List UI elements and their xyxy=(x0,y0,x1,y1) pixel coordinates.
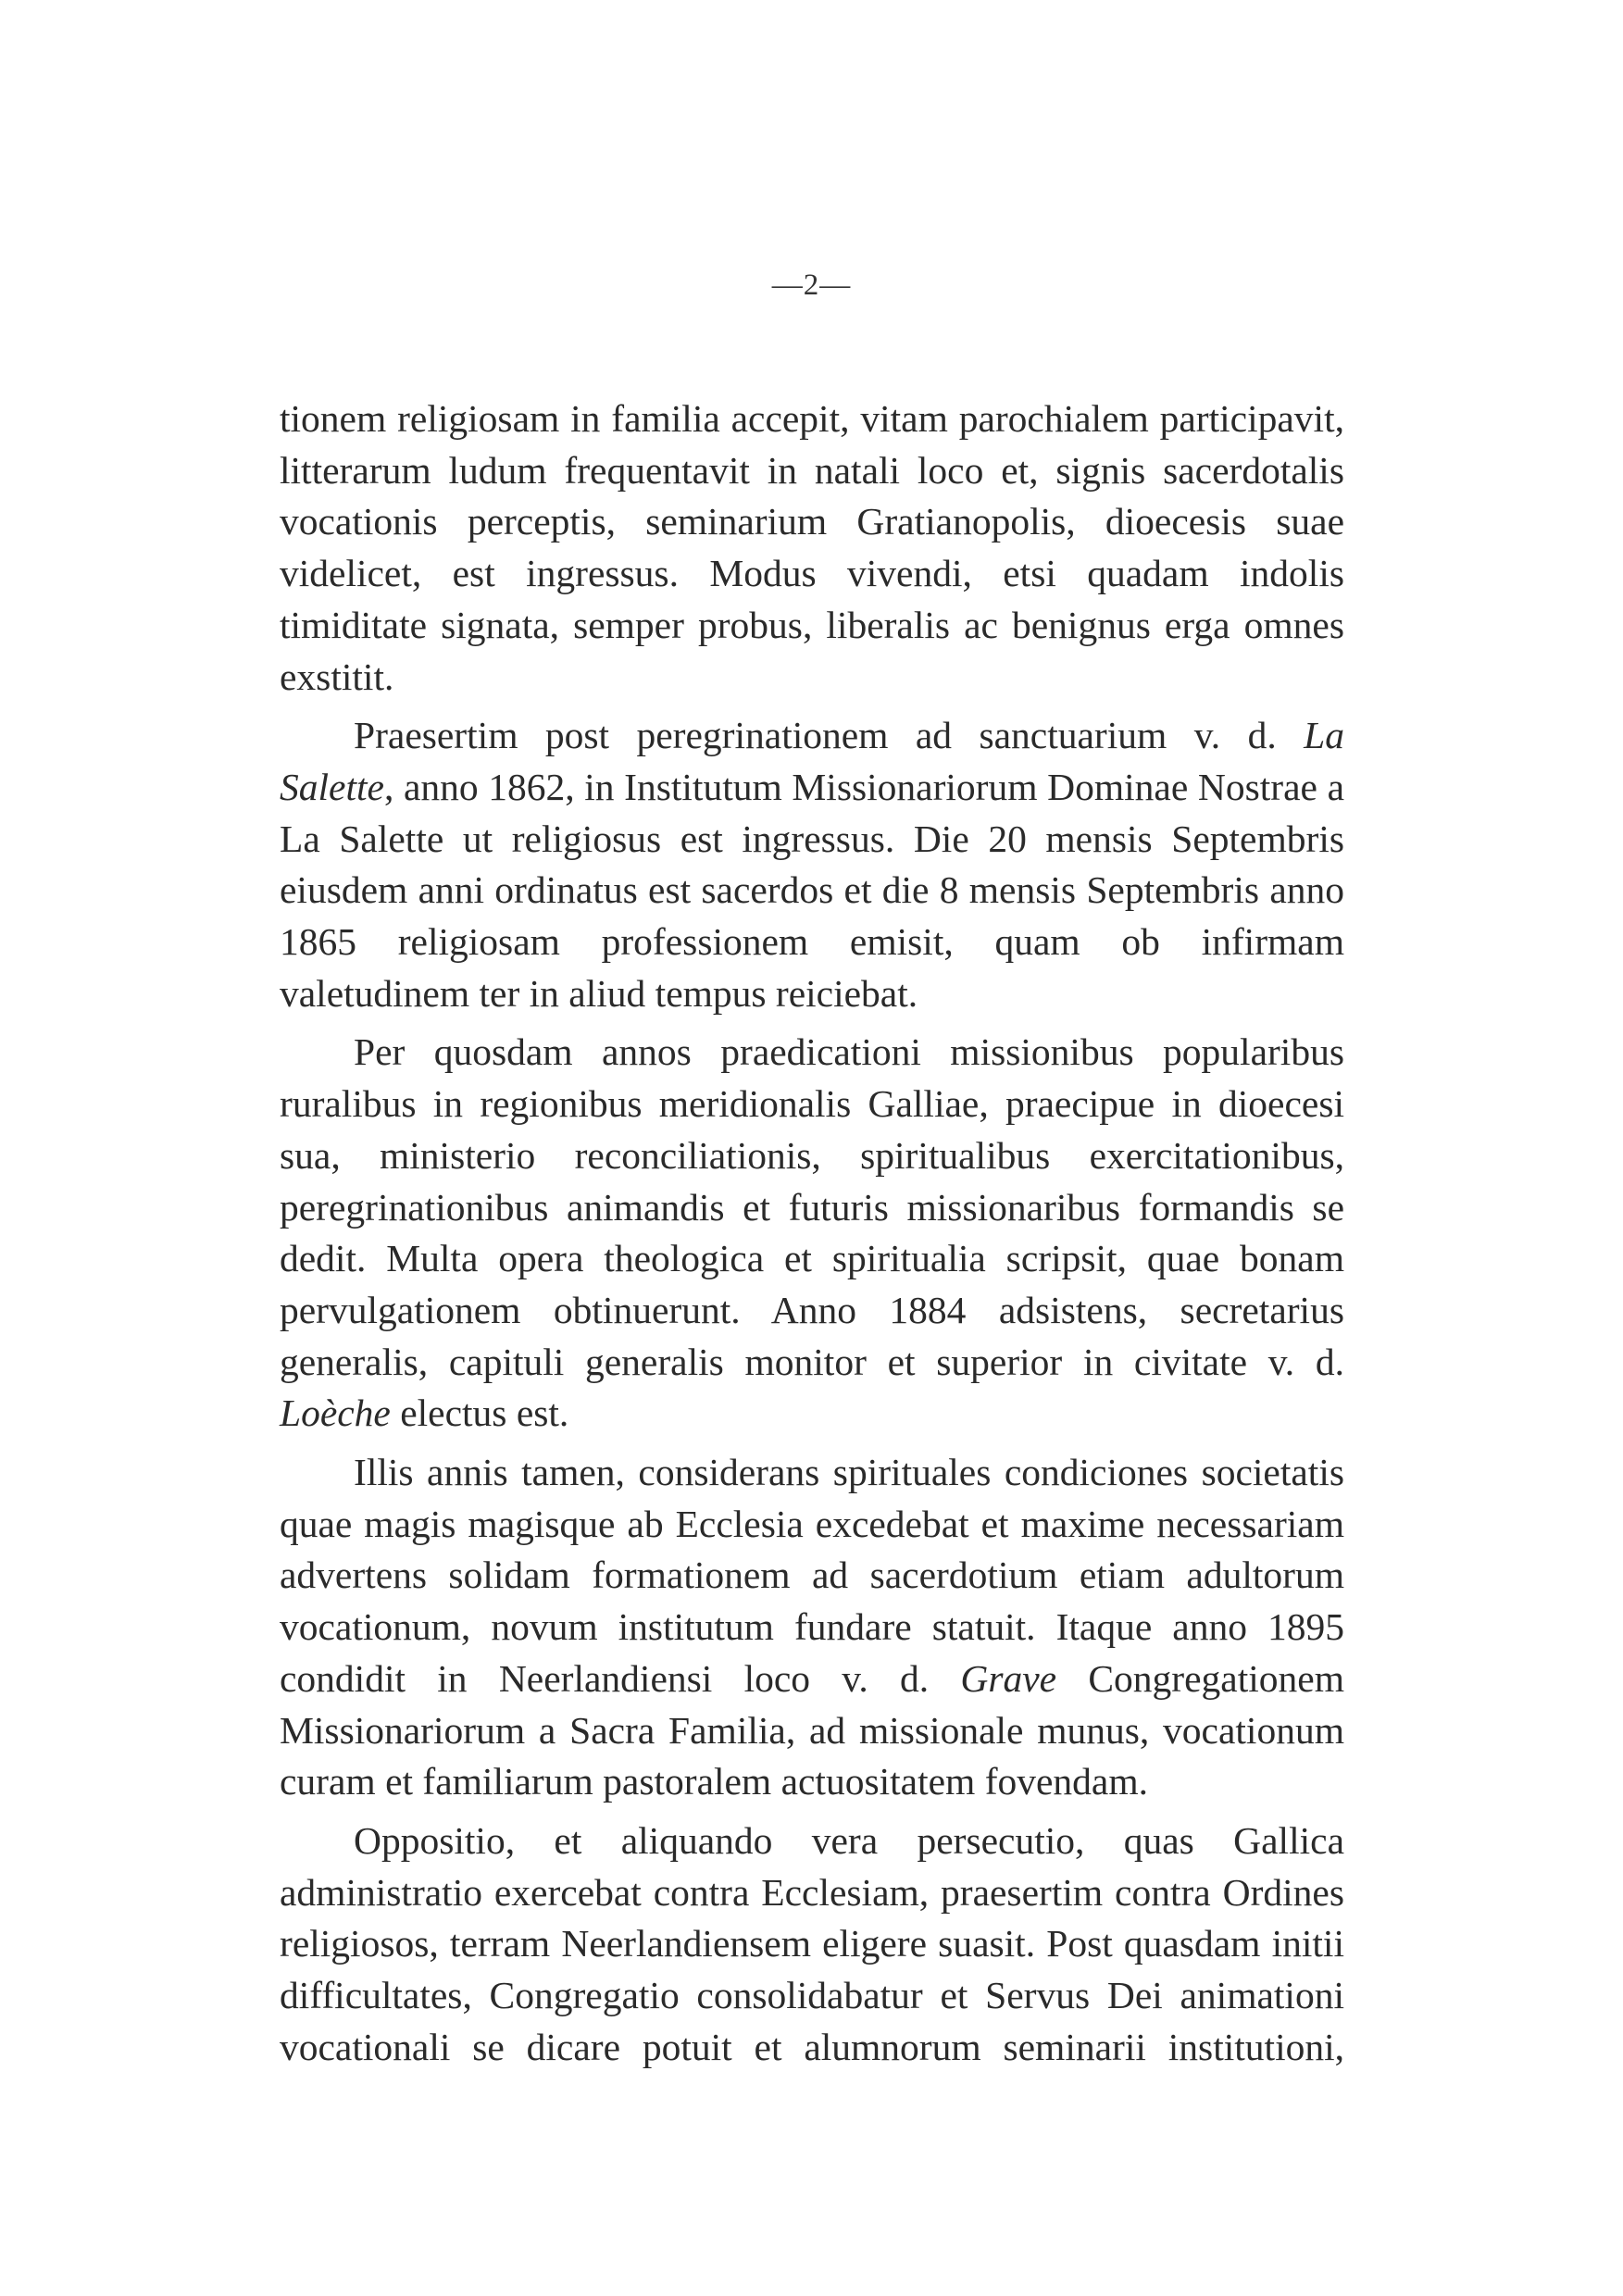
page-number: —2— xyxy=(771,268,852,302)
paragraph-text: electus est. xyxy=(390,1391,569,1435)
paragraph-1 xyxy=(280,393,1344,703)
paragraph-text: Oppositio, et aliquando vera persecutio, quas Gallica administratio exercebat contra Ecclesiam, praesertim contra Ordines religiosos, terram Neerlandiensem eligere suasit. Post quasdam initii difficultates, Congregatio consolidabatur et Servus Dei animationi vocationali se dicare potuit et alumnorum seminarii institutioni, xyxy=(280,1818,1344,2068)
paragraph-text: Illis annis tamen, considerans spirituales condiciones societatis quae magis magisque ab Ecclesia excedebat et maxime necessariam advertens solidam formationem ad sacerdotium etiam adultorum vocationum, novum institutum fundare statuit. Itaque anno 1895 condidit in Neerlandiensi loco v. d. xyxy=(280,1451,1344,1700)
paragraph-3 xyxy=(280,1027,1344,1440)
place-name-italic: Loèche xyxy=(280,1391,391,1435)
paragraph-2 xyxy=(280,710,1344,1019)
paragraph-text: , anno 1862, in Institutum Missionariorum Dominae Nostrae a La Salette ut religiosus est ingressus. Die 20 mensis Septembris eiusdem anni ordinatus est sacerdos et die 8 mensis Septembris anno 1865 religiosam professionem emisit, quam ob infirmam valetudinem ter in aliud tempus reiciebat. xyxy=(280,765,1344,1015)
body-text xyxy=(280,393,1344,2081)
paragraph-text: Praesertim post peregrinationem ad sanctuarium v. d. xyxy=(354,714,1305,757)
paragraph-4 xyxy=(280,1447,1344,1808)
place-name-italic: Grave xyxy=(960,1656,1057,1700)
paragraph-text: tionem religiosam in familia accepit, vitam parochialem participavit, litterarum ludum frequentavit in natali loco et, signis sacerdotalis vocationis perceptis, seminarium Gratianopolis, dioecesis suae videlicet, est ingressus. Modus vivendi, etsi quadam indolis timiditate signata, semper probus, liberalis ac benignus erga omnes exstitit. xyxy=(280,397,1344,698)
paragraph-5 xyxy=(280,1816,1344,2074)
place-name-italic: La Salette xyxy=(280,714,1344,808)
paragraph-text: Per quosdam annos praedicationi missionibus popularibus ruralibus in regionibus meridionalis Galliae, praecipue in dioecesi sua, ministerio reconciliationis, spiritualibus exercitationibus, peregrinationibus animandis et futuris missionaribus formandis se dedit. Multa opera theologica et spiritualia scripsit, quae bonam pervulgationem obtinuerunt. Anno 1884 adsistens, secretarius generalis, capituli generalis monitor et superior in civitate v. d. xyxy=(280,1030,1344,1383)
paragraph-text: Congregationem Missionariorum a Sacra Familia, ad missionale munus, vocationum curam et familiarum pastoralem actuositatem fovendam. xyxy=(280,1656,1344,1803)
